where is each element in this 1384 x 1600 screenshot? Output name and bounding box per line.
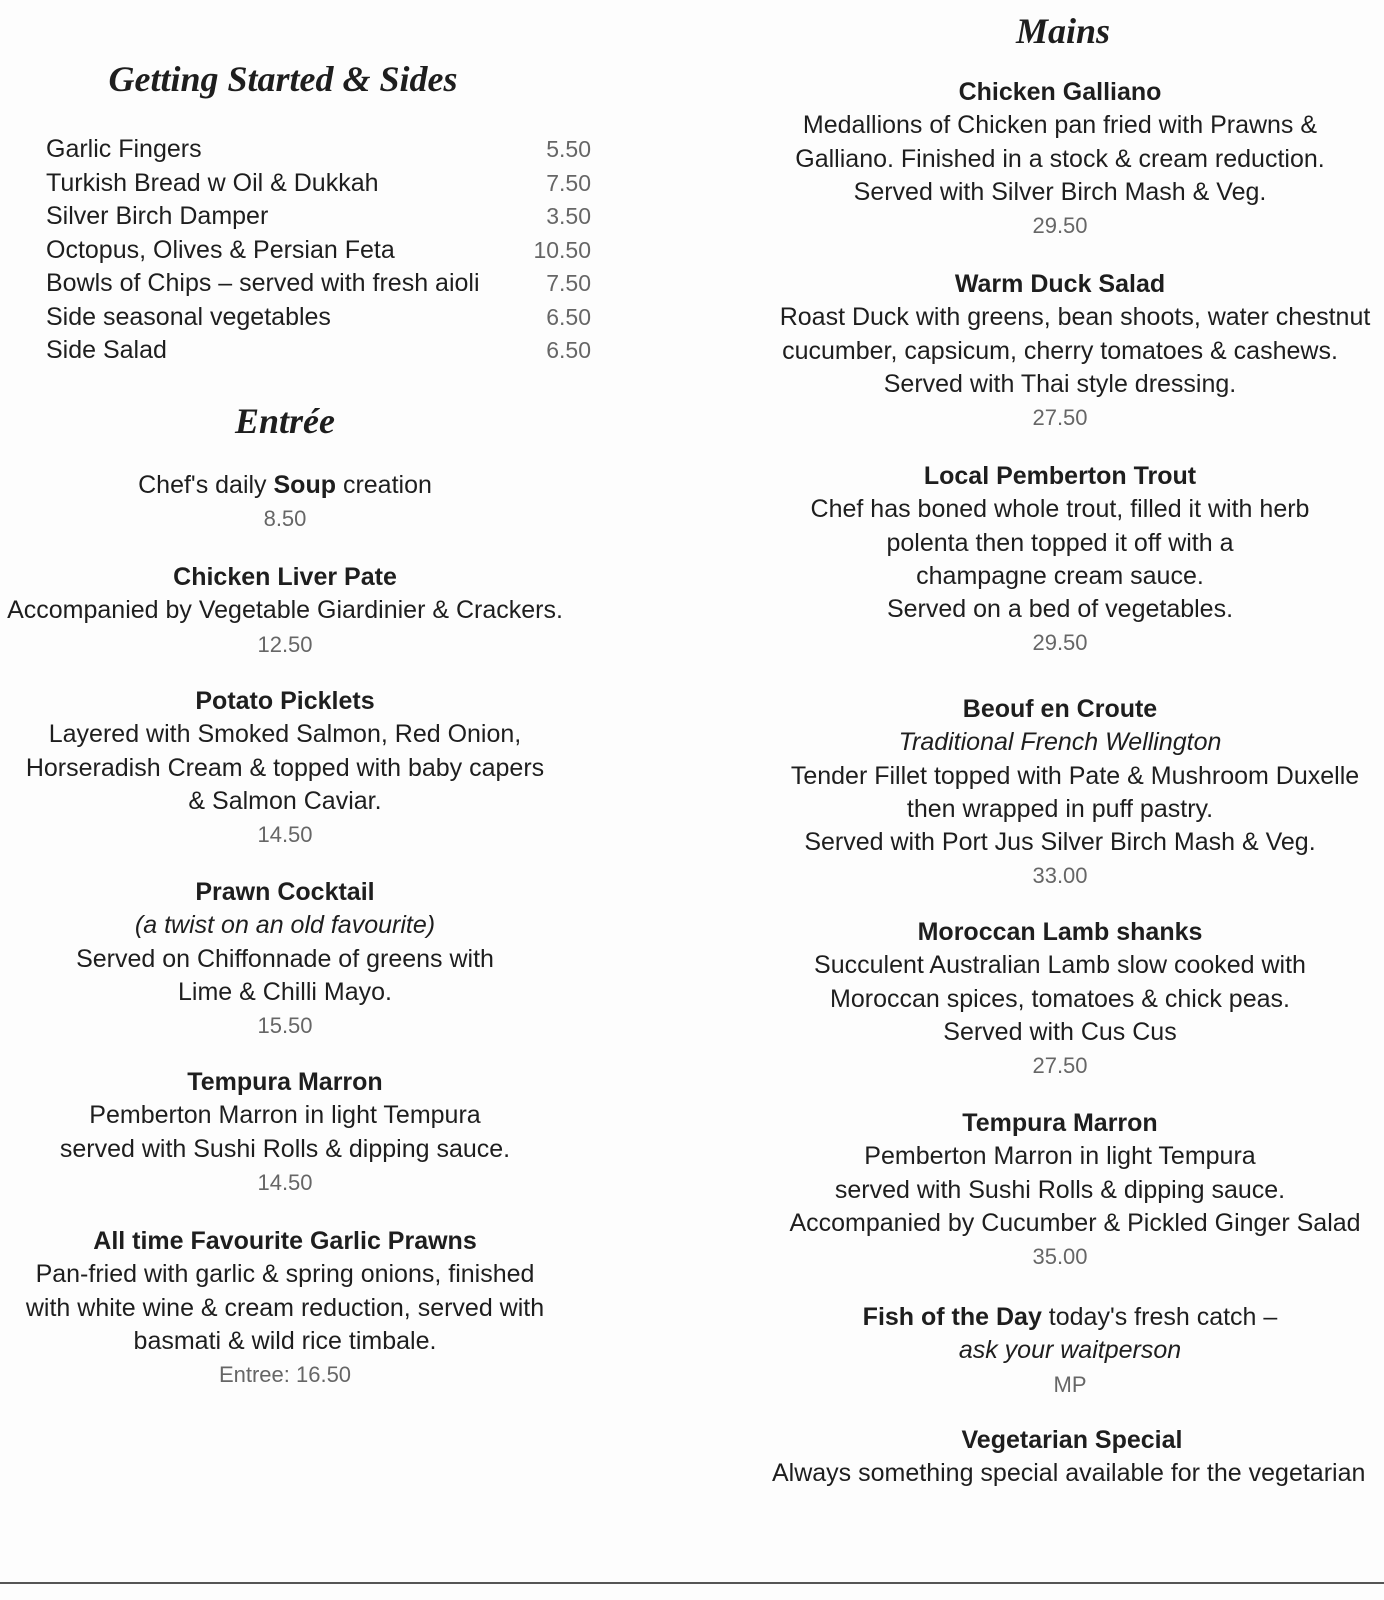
list-item [46,234,591,268]
item-name: Garlic Fingers [46,135,202,163]
menu-item [0,561,695,661]
menu-item [0,1225,695,1391]
item-description: Served with Silver Birch Mash & Veg. [853,177,1267,206]
item-title: Chicken Liver Pate [173,563,397,591]
item-description: Chef has boned whole trout, filled it with herb [810,495,1310,524]
item-subtitle: ask your waitperson [958,1336,1182,1365]
item-description: Galliano. Finished in a stock & cream reduction. [795,144,1325,173]
list-item [46,200,591,234]
item-description: Always something special available for the vegetarian [772,1459,1366,1488]
item-name: Octopus, Olives & Persian Feta [46,235,395,264]
item-title: Tempura Marron [187,1068,383,1096]
item-title: Fish of the Day [862,1303,1042,1331]
item-name: Side seasonal vegetables [46,302,331,331]
item-name: Side Salad [46,336,167,364]
list-item [46,267,591,301]
item-description: served with Sushi Rolls & dipping sauce. [834,1175,1286,1204]
mains-heading: Mains [1015,11,1111,51]
item-description: Pemberton Marron in light Tempura [864,1142,1256,1171]
item-description [0,469,695,502]
item-price: 27.50 [1032,1053,1088,1079]
item-description: Served with Cus Cus [943,1017,1177,1046]
sides-list [46,133,591,368]
item-title: Potato Picklets [195,687,375,715]
text: Chef's daily [138,471,274,499]
item-price: 7.50 [546,270,591,296]
item-price: 35.00 [1032,1244,1088,1270]
item-price: MP [1053,1371,1087,1397]
item-description: Served on Chiffonnade of greens with [76,944,494,973]
item-name: Silver Birch Damper [46,202,269,230]
item-description: then wrapped in puff pastry. [906,794,1214,823]
item-price: 14.50 [257,822,313,848]
list-item [46,301,591,335]
item-price: 10.50 [533,236,591,263]
item-description: Accompanied by Cucumber & Pickled Ginger Salad [789,1208,1361,1237]
item-description: Horseradish Cream & topped with baby capers [25,753,545,782]
list-item [46,133,591,167]
list-item [46,334,591,368]
item-title-line [660,1301,1384,1334]
item-description: Medallions of Chicken pan fried with Prawns & [802,111,1318,140]
item-price: 8.50 [263,506,307,532]
item-title: Moroccan Lamb shanks [917,918,1203,946]
item-title: Warm Duck Salad [954,270,1166,298]
item-title: Vegetarian Special [961,1426,1183,1454]
menu-item [650,916,1384,1082]
item-description: with white wine & cream reduction, served with [25,1293,545,1322]
text: creation [336,471,432,499]
menu-item [650,268,1384,434]
item-description: Tender Fillet topped with Pate & Mushroom Duxelle [790,761,1360,790]
item-description: & Salmon Caviar. [188,786,382,815]
item-subtitle: (a twist on an old favourite) [134,911,436,940]
item-title: All time Favourite Garlic Prawns [93,1227,477,1255]
list-item [46,167,591,201]
menu-item-soup [0,469,695,536]
item-price: 33.00 [1032,863,1088,889]
item-price: 15.50 [257,1013,313,1039]
item-price: 29.50 [1032,630,1088,656]
item-description: Roast Duck with greens, bean shoots, water chestnut [779,303,1371,332]
item-description: Lime & Chilli Mayo. [178,977,392,1006]
item-description: today's fresh catch – [1041,1303,1278,1331]
item-description: Layered with Smoked Salmon, Red Onion, [48,720,522,749]
menu-item [0,1066,695,1199]
item-price: 14.50 [257,1169,313,1195]
text-bold: Soup [273,471,336,499]
item-price: 29.50 [1032,213,1088,239]
item-price: 6.50 [546,303,591,330]
item-description: served with Sushi Rolls & dipping sauce. [59,1134,511,1163]
item-description: Pan-fried with garlic & spring onions, finished [35,1260,535,1289]
item-name: Bowls of Chips – served with fresh aioli [46,269,480,297]
item-price: Entree: 16.50 [218,1362,352,1388]
page-bottom-rule [0,1582,1384,1584]
item-description: polenta then topped it off with a [886,528,1234,557]
entree-heading: Entrée [234,401,335,441]
item-title: Local Pemberton Trout [923,462,1197,490]
item-description: Served on a bed of vegetables. [886,595,1234,624]
item-title: Tempura Marron [962,1109,1158,1137]
menu-item [650,460,1384,660]
item-description: basmati & wild rice timbale. [133,1326,437,1355]
item-description: Served with Port Jus Silver Birch Mash & Veg. [804,828,1316,857]
item-price: 27.50 [1032,405,1088,431]
item-title: Beouf en Croute [962,695,1158,723]
item-description: Moroccan spices, tomatoes & chick peas. [830,984,1290,1013]
menu-item [650,1107,1384,1273]
menu-item-fish [660,1301,1384,1401]
item-price: 12.50 [257,631,313,657]
menu-item-vegetarian [662,1424,1384,1491]
item-description: Served with Thai style dressing. [883,369,1237,398]
sides-heading: Getting Started & Sides [108,59,458,99]
item-subtitle: Traditional French Wellington [898,728,1222,757]
item-title: Chicken Galliano [958,78,1162,106]
item-description: champagne cream sauce. [916,561,1204,590]
item-price: 6.50 [546,337,591,363]
menu-item [650,76,1384,242]
item-title: Prawn Cocktail [195,878,375,906]
item-price: 7.50 [546,169,591,196]
menu-item [0,876,695,1042]
item-price: 3.50 [546,203,591,229]
menu-item [650,693,1384,893]
item-price: 5.50 [546,136,591,162]
item-name: Turkish Bread w Oil & Dukkah [46,168,379,197]
item-description: Accompanied by Vegetable Giardinier & Crackers. [7,596,563,625]
menu-item [0,685,695,851]
item-description: Succulent Australian Lamb slow cooked with [814,951,1306,980]
item-description: Pemberton Marron in light Tempura [89,1101,481,1130]
item-description: cucumber, capsicum, cherry tomatoes & cashews. [782,336,1338,365]
